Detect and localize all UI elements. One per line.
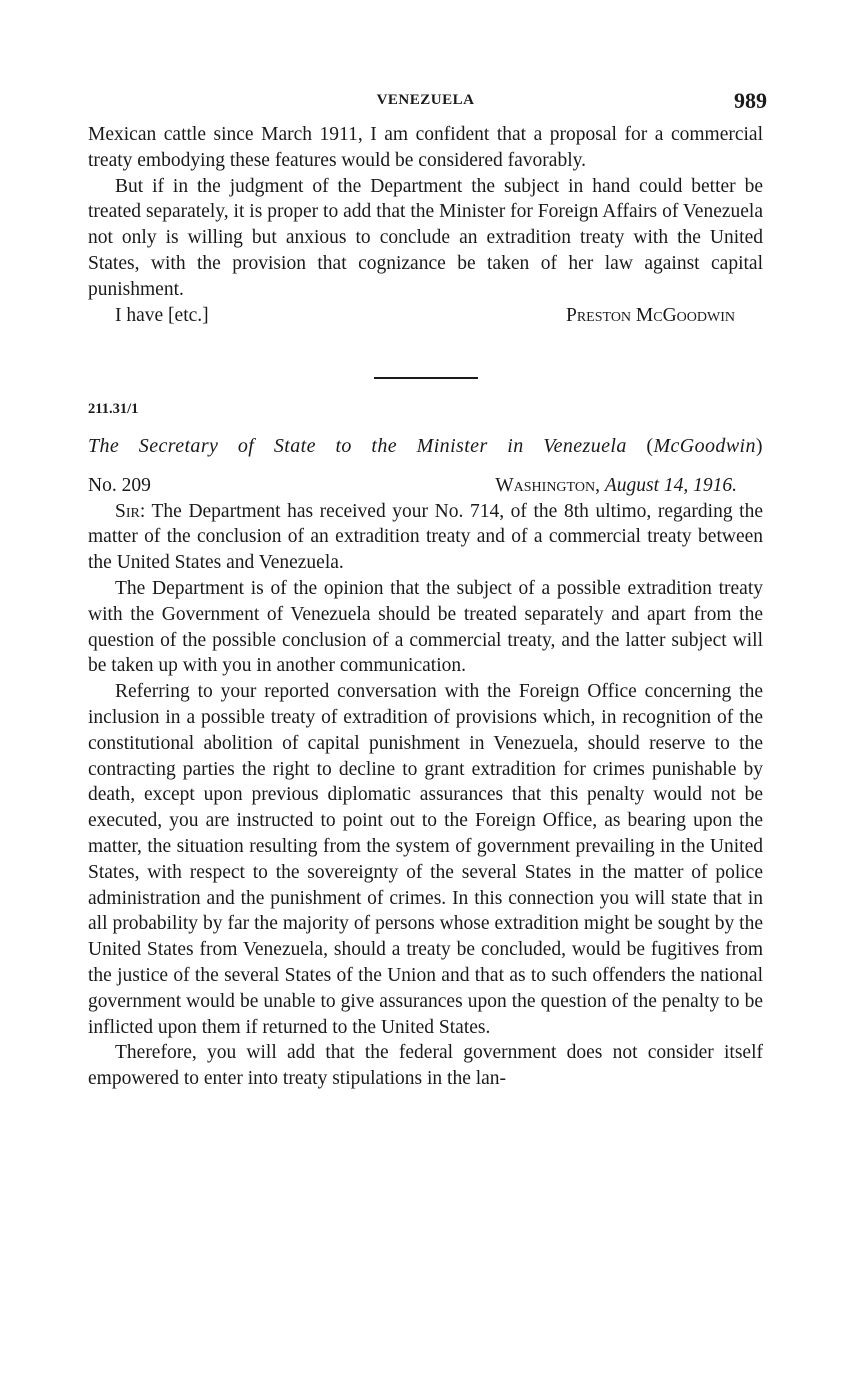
section-divider: [374, 377, 478, 379]
body-paragraph: [88, 499, 763, 576]
heading-title: The Secretary of State to the Minister in Venezuela: [88, 434, 627, 457]
heading-close-paren: ): [755, 434, 763, 457]
body-paragraph-text: : The Department has received your No. 714, of the 8th ultimo, regarding the matter of the conclusion of an extradition treaty and of a commercial treaty between the United States and Venezuela.: [88, 500, 763, 574]
heading-recipient-name: McGoodwin: [653, 434, 756, 457]
document-heading: [88, 433, 763, 459]
place: Washington,: [495, 474, 600, 496]
running-header: [88, 88, 767, 122]
document-number: No. 209: [88, 474, 151, 496]
continuation-paragraph: But if in the judgment of the Department the subject in hand could better be treated separately, it is proper to add that the Minister for Foreign Affairs of Venezuela not only is willing but anxious to conclude an extradition treaty with the United States, with the provision that cognizance be taken of her law against capital punishment.: [88, 175, 763, 300]
body-paragraph: The Department is of the opinion that the subject of a possible extradition treaty with the Government of Venezuela should be treated separately and apart from the question of the possible conclusion of a commercial treaty, and the latter subject will be taken up with you in another communication.: [88, 577, 763, 677]
body-paragraph: Referring to your reported conversation with the Foreign Office concerning the inclusion in a possible treaty of extradition of provisions which, in recognition of the constitutional abolition of capital punishment in Venezuela, should reserve to the contracting parties the right to decline to grant extradition for crimes punishable by death, except upon previous diplomatic assurances that this penalty would not be executed, you are instructed to point out to the Foreign Office, as bearing upon the matter, the situation resulting from the system of government prevailing in the United States, with respect to the sovereignty of the several States in the matter of police administration and the punishment of crimes. In this connection you will state that in all probability by far the majority of persons whose extradition might be sought by the United States from Venezuela, should a treaty be concluded, would be fugitives from the justice of the several States of the Union and that as to such offenders the national government would be unable to give assurances upon the question of the penalty to be inflicted upon them if returned to the United States.: [88, 681, 763, 1038]
file-number: 211.31/1: [88, 400, 139, 417]
running-title: VENEZUELA: [376, 92, 475, 108]
page-number: 989: [734, 88, 767, 113]
continuation-paragraph: Mexican cattle since March 1911, I am confident that a proposal for a commercial treaty embodying these features would be considered favorably.: [88, 124, 763, 171]
salutation: Sir: [115, 500, 140, 522]
dateline: [88, 473, 763, 499]
closing-formula: I have [etc.]: [115, 304, 209, 326]
closing-line: [88, 303, 763, 329]
signature: Preston McGoodwin: [566, 304, 735, 326]
place-date: [495, 473, 737, 499]
body-paragraph: Therefore, you will add that the federal government does not consider itself empowered to enter into treaty stipulations in the lan-: [88, 1042, 763, 1090]
date: August 14, 1916.: [604, 474, 737, 496]
document-page: [88, 88, 767, 1092]
heading-open-paren: (: [646, 434, 654, 457]
